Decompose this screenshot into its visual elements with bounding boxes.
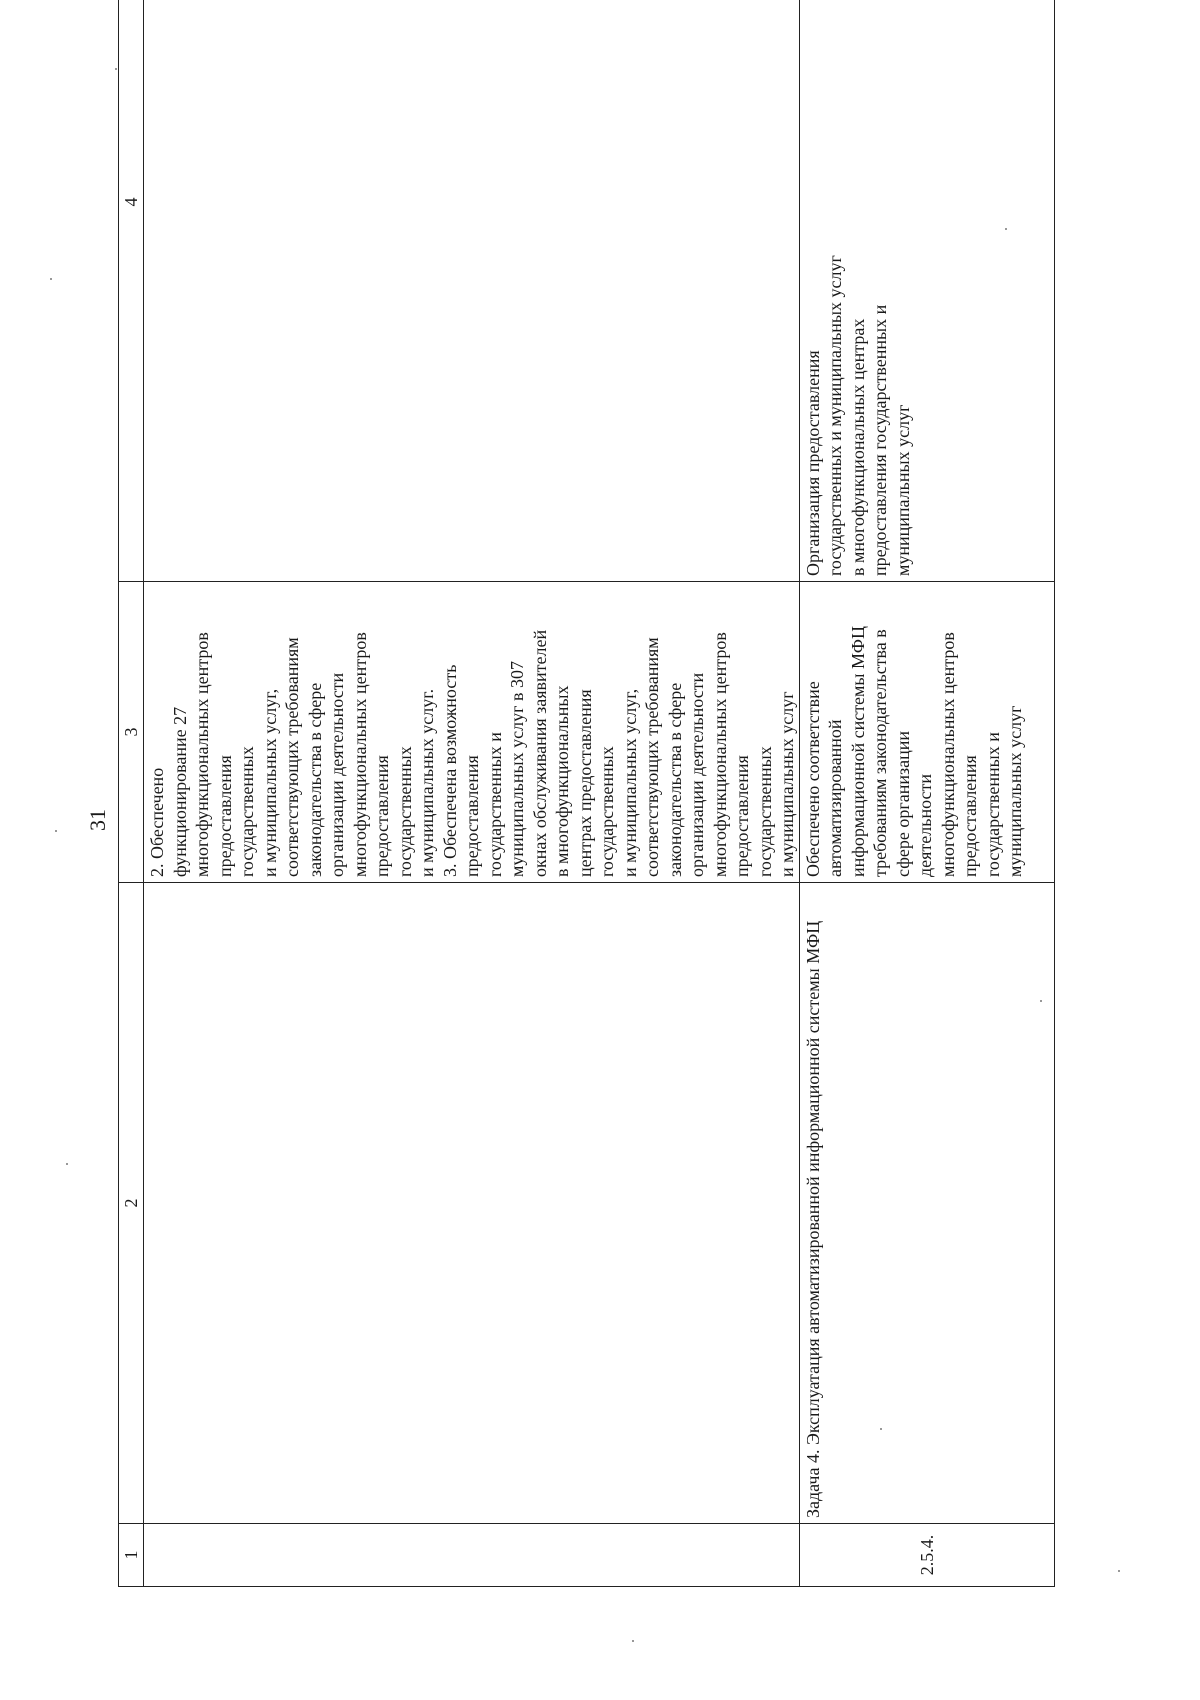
text-line: государственных — [394, 746, 415, 877]
text-line: в многофункциональных — [552, 685, 572, 877]
scan-speck — [1040, 1000, 1042, 1002]
header-col-1: 1 — [119, 1524, 144, 1587]
row-a-col-4 — [144, 0, 800, 582]
row-a-col-2 — [144, 883, 800, 1524]
text-line: Организация предоставления — [802, 350, 823, 576]
table-row — [799, 0, 1054, 1587]
text-line: требованиям законодательства в — [870, 629, 890, 877]
document-table — [118, 0, 1055, 1587]
text-line: многофункциональных центров — [937, 632, 958, 877]
text-line: предоставления — [462, 755, 482, 877]
text-line: государственных — [597, 746, 617, 877]
text-line: муниципальных услуг в 307 — [507, 661, 527, 877]
text-line: окнах обслуживания заявителей — [529, 629, 550, 877]
text-line: Обеспечено соответствие — [802, 681, 823, 877]
text-line: соответствующих требованиям — [642, 637, 662, 877]
scan-speck — [1118, 1570, 1120, 1572]
text-line: предоставления — [960, 755, 980, 877]
scan-speck — [50, 278, 52, 280]
text-line: государственных и — [982, 732, 1003, 877]
text-line: муниципальных услуг — [1005, 705, 1025, 877]
text-line: и муниципальных услуг. — [417, 688, 437, 877]
scan-speck — [632, 1640, 634, 1642]
row-b-col-3-results — [799, 582, 1054, 883]
text-line: деятельности — [915, 773, 935, 877]
header-col-3: 3 — [119, 582, 144, 883]
scan-speck — [115, 68, 117, 70]
page-number: 31 — [85, 809, 110, 831]
text-line: государственных и муниципальных услуг — [825, 255, 845, 576]
text-line: центрах предоставления — [574, 689, 595, 877]
text-line: в многофункциональных центрах — [847, 318, 868, 576]
row-b-item-number: 2.5.4. — [799, 1524, 1054, 1587]
text-line: предоставления государственных и — [870, 304, 890, 576]
row-b-task-title: Задача 4. Эксплуатация автоматизированной информационной системы МФЦ — [799, 883, 1054, 1524]
scan-speck — [66, 1163, 68, 1165]
header-col-2: 2 — [119, 883, 144, 1524]
text-line: муниципальных услуг — [892, 404, 913, 576]
scan-speck — [880, 1428, 882, 1430]
text-line: государственных — [237, 746, 257, 877]
text-line: многофункциональных центров — [349, 632, 370, 877]
header-col-4: 4 — [119, 0, 144, 582]
text-line: соответствующих требованиям — [282, 637, 302, 877]
text-line: законодательства в сфере — [664, 682, 685, 877]
table-row — [144, 0, 800, 1587]
text-line: и муниципальных услуг — [777, 691, 797, 877]
table-header-row — [119, 0, 144, 1587]
text-line: 3. Обеспечена возможность — [439, 664, 460, 877]
text-line: сфере организации — [892, 731, 913, 877]
row-a-col-1 — [144, 1524, 800, 1587]
row-b-col-4-activity — [799, 0, 1054, 582]
text-line: функционирование 27 — [169, 706, 190, 877]
row-a-col-3-results — [144, 582, 800, 883]
text-line: предоставления — [214, 755, 235, 877]
text-line: и муниципальных услуг, — [619, 688, 640, 877]
text-line: предоставления — [732, 755, 752, 877]
text-line: организации деятельности — [687, 672, 707, 877]
text-line: информационной системы МФЦ — [847, 625, 868, 877]
text-line: многофункциональных центров — [709, 632, 730, 877]
scan-speck — [1005, 228, 1007, 230]
text-line: многофункциональных центров — [192, 632, 212, 877]
text-line: предоставления — [372, 755, 392, 877]
text-line: государственных — [754, 746, 775, 877]
text-line: организации деятельности — [327, 672, 347, 877]
text-line: и муниципальных услуг, — [259, 688, 280, 877]
text-line: 2. Обеспечено — [147, 767, 167, 877]
text-line: автоматизированной — [825, 719, 845, 877]
text-line: законодательства в сфере — [304, 682, 325, 877]
rotated-table-container — [118, 0, 1080, 1587]
text-line: государственных и — [484, 732, 505, 877]
scan-speck — [55, 830, 57, 832]
